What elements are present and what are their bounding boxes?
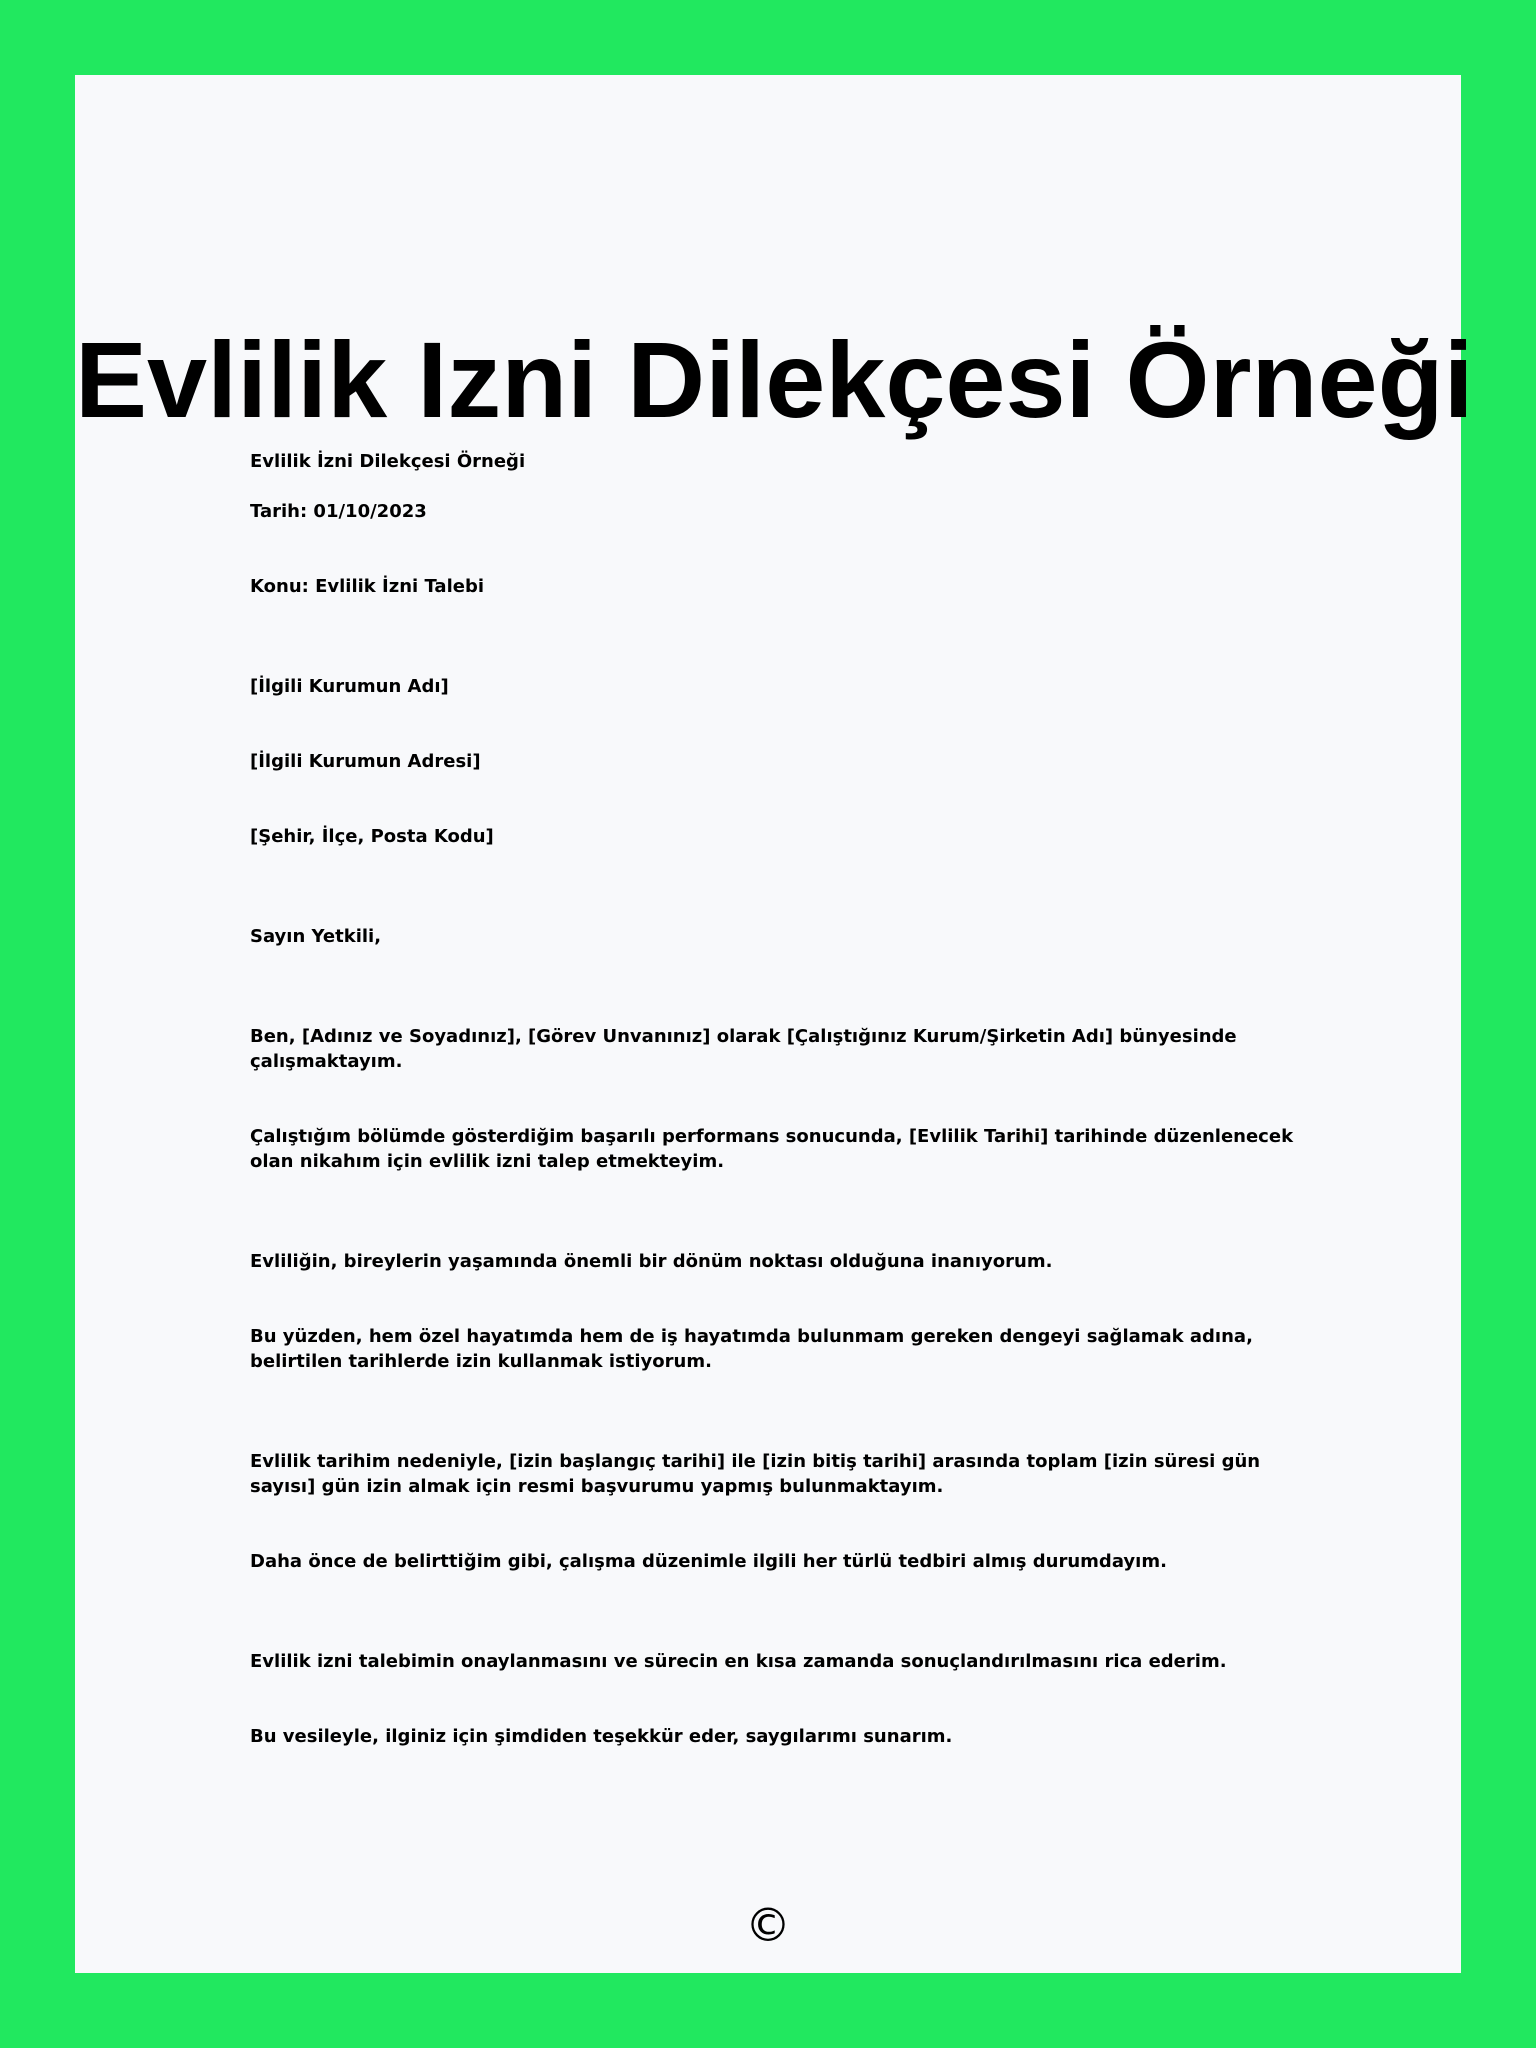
paragraph-2: Çalıştığım bölümde gösterdiğim başarılı performans sonucunda, [Evlilik Tarihi] tarihinde düzenlenecek olan nikahım için evlilik izni talep etmekteyim. [250,1126,1294,1172]
letter-date: Tarih: 01/10/2023 [250,501,427,522]
document-page [75,75,1474,1973]
recipient-city: [Şehir, İlçe, Posta Kodu] [250,826,494,847]
paragraph-4: Bu yüzden, hem özel hayatımda hem de iş hayatımda bulunmam gereken dengeyi sağlamak adına, belirtilen tarihlerde izin kullanmak istiyorum. [250,1326,1253,1372]
copyright-icon: © [745,1898,791,1952]
page-title: Evlilik Izni Dilekçesi Örneği [75,319,1474,440]
paragraph-1: Ben, [Adınız ve Soyadınız], [Görev Unvanınız] olarak [Çalıştığınız Kurum/Şirketin Adı] bünyesinde çalışmaktayım. [250,1026,1237,1072]
paragraph-7: Evlilik izni talebimin onaylanmasını ve sürecin en kısa zamanda sonuçlandırılmasını rica ederim. [250,1651,1227,1672]
recipient-name: [İlgili Kurumun Adı] [250,676,449,697]
salutation: Sayın Yetkili, [250,926,382,947]
recipient-address: [İlgili Kurumun Adresi] [250,751,481,772]
letter-heading: Evlilik İzni Dilekçesi Örneği [250,451,526,472]
paragraph-3: Evliliğin, bireylerin yaşamında önemli bir dönüm noktası olduğuna inanıyorum. [250,1251,1053,1272]
paragraph-8: Bu vesileyle, ilginiz için şimdiden teşekkür eder, saygılarımı sunarım. [250,1726,953,1747]
paragraph-5: Evlilik tarihim nedeniyle, [izin başlangıç tarihi] ile [izin bitiş tarihi] arasında toplam [izin süresi gün sayısı] gün izin almak için resmi başvurumu yapmış bulunmaktayım. [250,1451,1261,1497]
letter-subject: Konu: Evlilik İzni Talebi [250,576,484,597]
paragraph-6: Daha önce de belirttiğim gibi, çalışma düzenimle ilgili her türlü tedbiri almış durumdayım. [250,1551,1167,1572]
